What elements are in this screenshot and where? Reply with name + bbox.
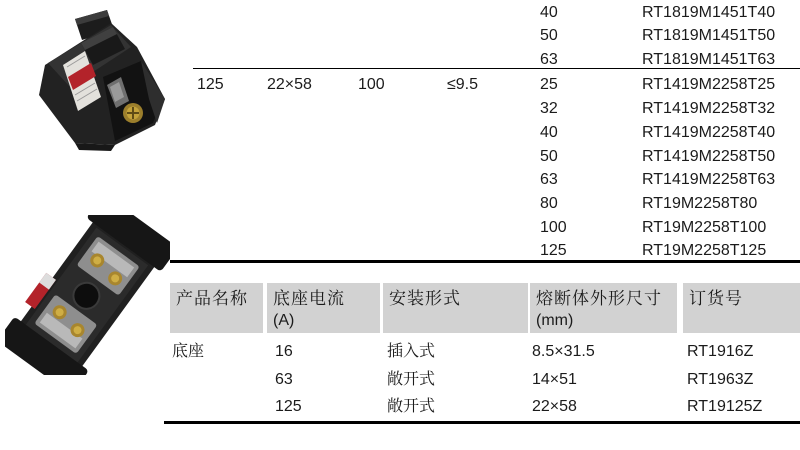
table-divider — [193, 68, 800, 69]
cell-mount-type: 敞开式 — [387, 398, 436, 415]
cell-fuse-size: 22×58 — [532, 398, 577, 415]
cell-order-no: RT1819M1451T50 — [642, 27, 776, 44]
header-text: 安装形式 — [389, 289, 461, 308]
cell-fuse-current: 80 — [540, 195, 558, 212]
cell-fuse-size: 8.5×31.5 — [532, 343, 595, 360]
spec-table-row — [0, 99, 800, 119]
spec-table-row — [0, 50, 800, 70]
cell-fuse-current: 50 — [540, 148, 558, 165]
cell-fuse-current: 125 — [540, 242, 567, 259]
cell-base-current: 63 — [275, 371, 293, 388]
header-text: 熔断体外形尺寸 — [536, 289, 662, 308]
cell-fuse-current: 32 — [540, 100, 558, 117]
header-product-name — [170, 283, 263, 333]
header-base-current — [267, 283, 380, 333]
cell-order-no: RT1419M2258T63 — [642, 171, 776, 188]
cell-value: 100 — [358, 76, 385, 93]
cell-order-no: RT1819M1451T63 — [642, 51, 776, 68]
spec-table-row — [0, 241, 800, 261]
table-bottom-rule — [170, 260, 800, 263]
cell-value: ≤9.5 — [447, 76, 479, 93]
cell-order-no: RT19M2258T80 — [642, 195, 758, 212]
spec-table-row — [0, 170, 800, 190]
cell-order-no: RT1419M2258T32 — [642, 100, 776, 117]
cell-order-no: RT19125Z — [687, 398, 763, 415]
header-mount-type — [383, 283, 528, 333]
table-bottom-rule — [164, 421, 800, 424]
header-text: 产品名称 — [176, 289, 248, 308]
cell-fuse-size: 22×58 — [267, 76, 312, 93]
cell-product-name: 底座 — [172, 343, 205, 360]
header-text: (mm) — [536, 312, 574, 329]
header-text: 底座电流 — [273, 289, 345, 308]
cell-fuse-current: 63 — [540, 171, 558, 188]
cell-order-no: RT1916Z — [687, 343, 754, 360]
cell-fuse-current: 40 — [540, 4, 558, 21]
cell-mount-type: 敞开式 — [387, 371, 436, 388]
spec-table-row — [0, 218, 800, 238]
spec-table-row — [0, 75, 800, 95]
cell-mount-type: 插入式 — [387, 343, 436, 360]
cell-order-no: RT1963Z — [687, 371, 754, 388]
cell-order-no: RT19M2258T100 — [642, 219, 767, 236]
cell-fuse-current: 63 — [540, 51, 558, 68]
base-table-row — [0, 370, 800, 390]
cell-fuse-current: 100 — [540, 219, 567, 236]
cell-order-no: RT1419M2258T50 — [642, 148, 776, 165]
cell-base-current: 125 — [275, 398, 302, 415]
spec-table-row — [0, 26, 800, 46]
cell-order-no: RT1419M2258T25 — [642, 76, 776, 93]
cell-fuse-current: 50 — [540, 27, 558, 44]
cell-fuse-size: 14×51 — [532, 371, 577, 388]
spec-table-row — [0, 194, 800, 214]
header-text: 订货号 — [689, 289, 743, 308]
cell-base-current: 16 — [275, 343, 293, 360]
base-table-row — [0, 397, 800, 417]
header-text: (A) — [273, 312, 295, 329]
cell-order-no: RT1819M1451T40 — [642, 4, 776, 21]
base-table-row — [0, 342, 800, 362]
header-fuse-size — [530, 283, 677, 333]
cell-order-no: RT19M2258T125 — [642, 242, 767, 259]
spec-table-row — [0, 3, 800, 23]
spec-table-row — [0, 147, 800, 167]
cell-base-current: 125 — [197, 76, 224, 93]
cell-fuse-current: 40 — [540, 124, 558, 141]
cell-fuse-current: 25 — [540, 76, 558, 93]
spec-table-row — [0, 123, 800, 143]
header-order-no — [683, 283, 800, 333]
cell-order-no: RT1419M2258T40 — [642, 124, 776, 141]
